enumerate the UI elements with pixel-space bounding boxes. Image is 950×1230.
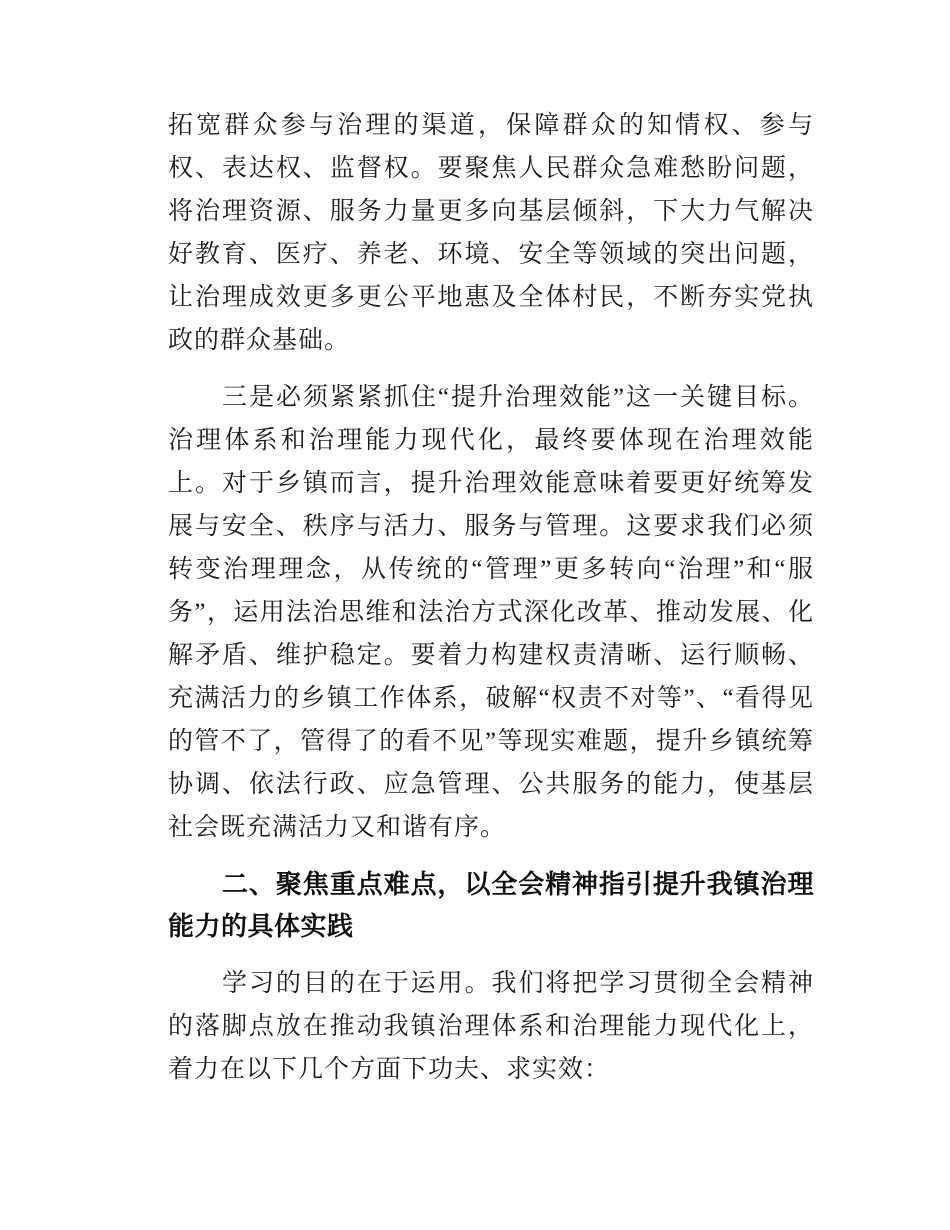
paragraph-point-three-governance-efficiency: 三是必须紧紧抓住“提升治理效能”这一关键目标。治理体系和治理能力现代化，最终要体现在治理效能上。对于乡镇而言，提升治理效能意味着要更好统筹发展与安全、秩序与活力、服务与管理。这要求我们必须转变治理理念，从传统的“管理”更多转向“治理”和“服务”，运用法治思维和法治方式深化改革、推动发展、化解矛盾、维护稳定。要着力构建权责清晰、运行顺畅、充满活力的乡镇工作体系，破解“权责不对等”、“看得见的管不了，管得了的看不见”等现实难题，提升乡镇统筹协调、依法行政、应急管理、公共服务的能力，使基层社会既充满活力又和谐有序。	[168, 384, 814, 841]
paragraph-continuation-grassroots-governance: 拓宽群众参与治理的渠道，保障群众的知情权、参与权、表达权、监督权。要聚焦人民群众急难愁盼问题，将治理资源、服务力量更多向基层倾斜，下大力气解决好教育、医疗、养老、环境、安全等领域的突出问题，让治理成效更多更公平地惠及全体村民，不断夯实党执政的群众基础。	[168, 112, 814, 354]
section-two-heading: 二、聚焦重点难点，以全会精神指引提升我镇治理能力的具体实践	[168, 869, 814, 941]
document-content	[168, 104, 814, 1105]
paragraph-section-two-intro: 学习的目的在于运用。我们将把学习贯彻全会精神的落脚点放在推动我镇治理体系和治理能力现代化上，着力在以下几个方面下功夫、求实效：	[168, 970, 814, 1083]
